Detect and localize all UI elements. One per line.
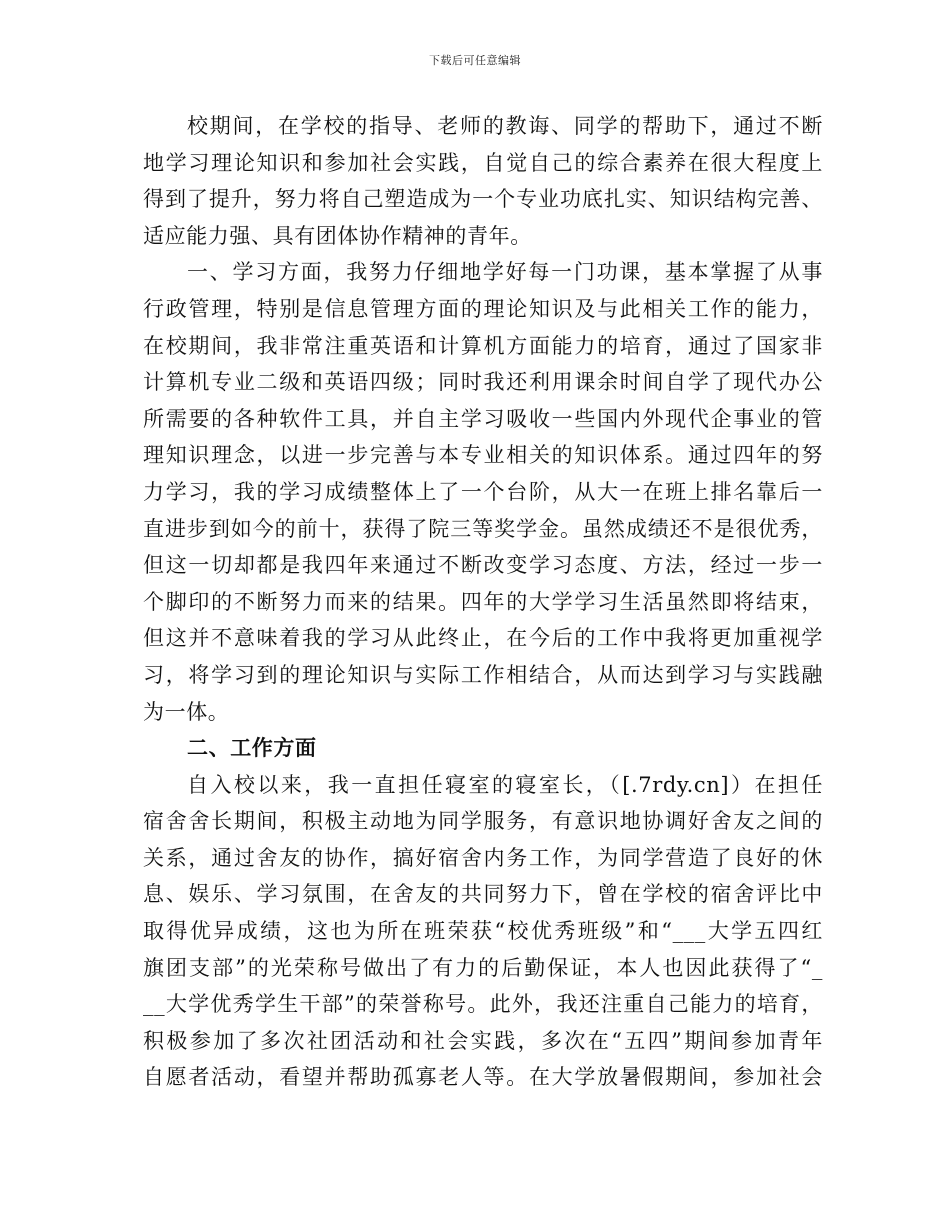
- text-line: 校期间，在学校的指导、老师的教诲、同学的帮助下，通过不断: [187, 114, 823, 138]
- text-line: 所需要的各种软件工具，并自主学习吸收一些国内外现代企事业的管: [143, 406, 823, 431]
- text-line: 但这并不意味着我的学习从此终止，在今后的工作中我将更加重视学: [143, 626, 823, 651]
- text-line: 行政管理，特别是信息管理方面的理论知识及与此相关工作的能力，: [143, 296, 823, 321]
- text-line: 为一体。: [143, 699, 230, 724]
- paragraph-intro: [143, 108, 823, 254]
- text-line: 理知识理念，以进一步完善与本专业相关的知识体系。通过四年的努: [143, 443, 823, 468]
- text-line: 适应能力强、具有团体协作精神的青年。: [143, 223, 532, 248]
- text-line: __大学优秀学生干部”的荣誉称号。此外，我还注重自己能力的培育，: [143, 992, 823, 1017]
- text-line: 得到了提升，努力将自己塑造成为一个专业功底扎实、知识结构完善、: [143, 187, 823, 212]
- text-line: 但这一切却都是我四年来通过不断改变学习态度、方法，经过一步一: [143, 553, 823, 578]
- text-line: 地学习理论知识和参加社会实践，自觉自己的综合素养在很大程度上: [143, 150, 823, 175]
- text-line: 自愿者活动，看望并帮助孤寡老人等。在大学放暑假期间，参加社会: [143, 1065, 823, 1090]
- paragraph-study: [143, 254, 823, 730]
- text-line: 旗团支部”的光荣称号做出了有力的后勤保证，本人也因此获得了“_: [143, 955, 823, 980]
- page-header: 下载后可任意编辑: [429, 54, 521, 67]
- text-line: 息、娱乐、学习氛围，在舍友的共同努力下，曾在学校的宿舍评比中: [143, 882, 823, 907]
- text-line: 关系，通过舍友的协作，搞好宿舍内务工作，为同学营造了良好的休: [143, 845, 823, 870]
- text-line: 自入校以来，我一直担任寝室的寝室长，（[.7rdy.cn]）在担任: [187, 772, 823, 797]
- text-line: 一、学习方面，我努力仔细地学好每一门功课，基本掌握了从事: [187, 260, 823, 285]
- paragraph-work: [143, 767, 823, 1096]
- text-line: 积极参加了多次社团活动和社会实践，多次在“五四”期间参加青年: [143, 1028, 823, 1053]
- text-line: 力学习，我的学习成绩整体上了一个台阶，从大一在班上排名靠后一: [143, 479, 823, 504]
- text-line: 计算机专业二级和英语四级；同时我还利用课余时间自学了现代办公: [143, 370, 823, 395]
- text-line: 在校期间，我非常注重英语和计算机方面能力的培育，通过了国家非: [143, 333, 823, 358]
- section-heading-work: [143, 730, 823, 767]
- text-line: 取得优异成绩，这也为所在班荣获“校优秀班级”和“___大学五四红: [143, 919, 823, 944]
- text-line: 习，将学习到的理论知识与实际工作相结合，从而达到学习与实践融: [143, 662, 823, 687]
- document-body: [143, 108, 823, 1096]
- text-line: 个脚印的不断努力而来的结果。四年的大学学习生活虽然即将结束，: [143, 589, 823, 614]
- text-line: 宿舍舍长期间，积极主动地为同学服务，有意识地协调好舍友之间的: [143, 809, 823, 834]
- text-line: 直进步到如今的前十，获得了院三等奖学金。虽然成绩还不是很优秀，: [143, 516, 823, 541]
- heading-text: 二、工作方面: [187, 735, 317, 761]
